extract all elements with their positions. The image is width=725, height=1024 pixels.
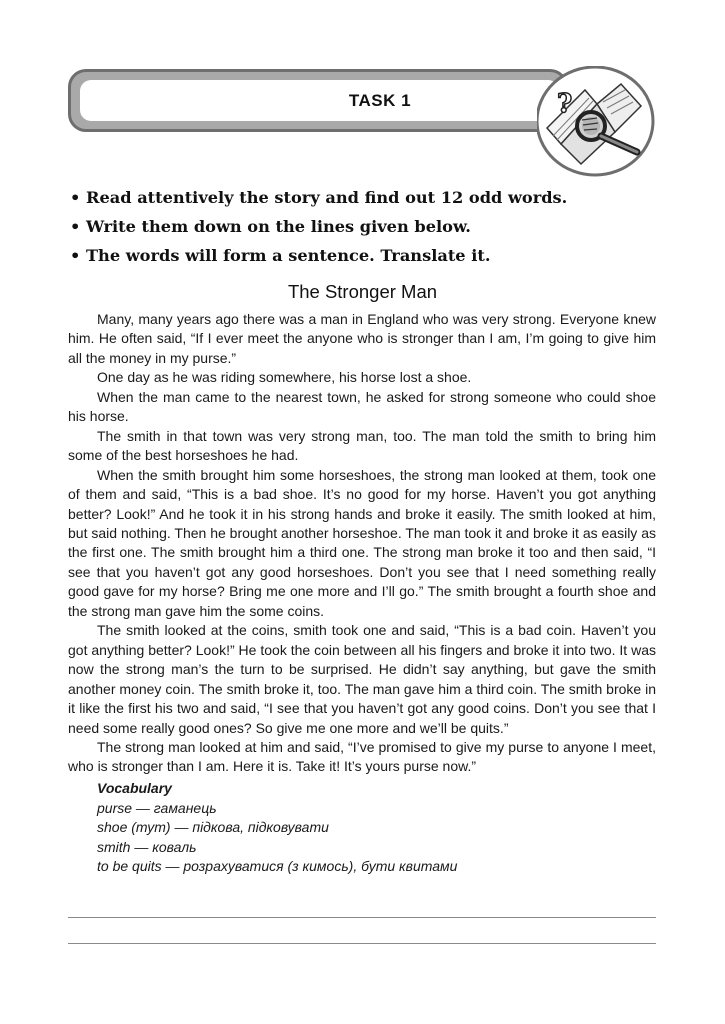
vocabulary-section: [97, 779, 457, 877]
story-title: The Stronger Man: [287, 281, 438, 302]
story-paragraph: Many, many years ago there was a man in England who was very strong. Everyone knew him. He often said, “If I ever meet the anyone who is stronger than I am, I’m going to give him all the money in my purse.”: [68, 311, 656, 366]
vocabulary-title: Vocabulary: [97, 780, 172, 796]
vocabulary-item: smith — коваль: [97, 838, 197, 855]
vocabulary-item: shoe (тут) — підкова, підковувати: [97, 819, 329, 835]
answer-line: [68, 943, 656, 944]
svg-text:?: ?: [557, 89, 573, 119]
story-paragraph: When the man came to the nearest town, he asked for strong someone who could shoe his horse.: [68, 388, 656, 425]
instruction-text: Read attentively the story and find out 12 odd words.: [86, 188, 568, 207]
instructions-list: [70, 186, 567, 273]
story-paragraph: The smith in that town was very strong man, too. The man told the smith to bring him some of the best horseshoes he had.: [68, 427, 656, 464]
answer-line: [68, 917, 656, 918]
story-paragraph: The strong man looked at him and said, “I’ve promised to give my purse to anyone I meet, who is stronger than I am. Here it is. Take it! It’s yours purse now.”: [68, 738, 656, 775]
story-paragraph: When the smith brought him some horseshoes, the strong man looked at them, took one of them and said, “This is a bad shoe. It’s no good for my horse. Haven’t you got anything better? Look!” And he took it in his strong hands and broke it easily. The smith looked at him, but said nothing. Then he brought another horseshoe. The man took it and broke it as easily as the first one. The smith brought him a third one. The strong man broke it too and then said, “I see that you haven’t got any good horseshoes. Don’t you see that I need something really good gave for my horse? Bring me one more and I’ll go.” The smith brought a fourth shoe and the strong man gave him the some coins.: [68, 466, 656, 619]
task-banner: [68, 69, 568, 132]
instruction-item: [70, 244, 567, 273]
story-paragraph: One day as he was riding somewhere, his horse lost a shoe.: [97, 369, 472, 386]
book-magnifier-icon: [537, 66, 657, 178]
vocabulary-item: to be quits — розрахуватися (з кимось), бути квитами: [97, 858, 458, 874]
bullet: •: [70, 217, 81, 236]
instruction-text: The words will form a sentence. Translate it.: [86, 246, 491, 265]
bullet: •: [70, 246, 81, 265]
instruction-text: Write them down on the lines given below.: [86, 217, 471, 236]
instruction-item: [70, 215, 567, 244]
instruction-item: [70, 186, 567, 215]
story-paragraph: The smith looked at the coins, smith took one and said, “This is a bad coin. Haven’t you got anything better? Look!” He took the coin between all his fingers and broke it into two. It was now the strong man’s the turn to be surprised. He didn’t say anything, but gave the smith another money coin. The smith broke it, too. The man gave him a third coin. The smith broke in it like the first his two and said, “I see that you haven’t got any good coins. Don’t you see that I need some really good ones? So give me one more and we’ll be quits.”: [68, 622, 656, 736]
task-banner-inner: [80, 80, 559, 121]
task-title: TASK 1: [348, 91, 412, 110]
vocabulary-item: purse — гаманець: [97, 799, 217, 816]
bullet: •: [70, 188, 81, 207]
story-text: [68, 310, 656, 777]
